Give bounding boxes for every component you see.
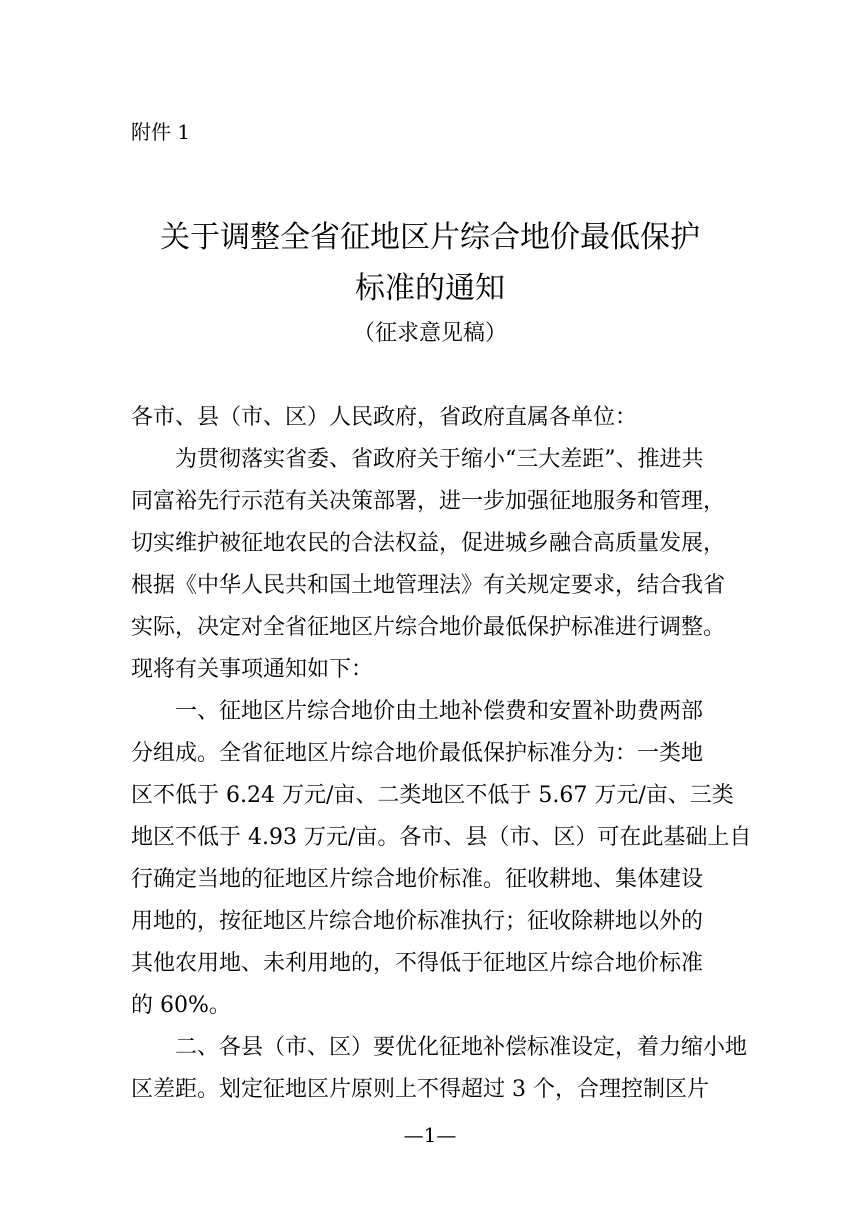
body-line: 分组成。全省征地区片综合地价最低保护标准分为：一类地 — [131, 741, 704, 766]
section-two-line: 二、各县（市、区）要优化征地补偿标准设定，着力缩小地 — [175, 1035, 748, 1060]
body-line: 区不低于 6.24 万元/亩、二类地区不低于 5.67 万元/亩、三类 — [131, 783, 734, 808]
body-line: 区差距。划定征地区片原则上不得超过 3 个，合理控制区片 — [131, 1077, 709, 1102]
body-line: 地区不低于 4.93 万元/亩。各市、县（市、区）可在此基础上自 — [131, 825, 752, 850]
body-line: 实际，决定对全省征地区片综合地价最低保护标准进行调整。 — [131, 615, 726, 640]
salutation-line: 各市、县（市、区）人民政府，省政府直属各单位： — [131, 405, 638, 430]
body-line: 切实维护被征地农民的合法权益，促进城乡融合高质量发展， — [131, 531, 726, 556]
document-title-line-1: 关于调整全省征地区片综合地价最低保护 — [160, 220, 700, 255]
page-number: —1— — [403, 1123, 457, 1147]
body-line: 其他农用地、未利用地的，不得低于征地区片综合地价标准 — [131, 951, 704, 976]
attachment-label: 附件 1 — [131, 120, 191, 144]
document-subtitle: （征求意见稿） — [352, 321, 507, 346]
body-line: 为贯彻落实省委、省政府关于缩小“三大差距”、推进共 — [175, 447, 704, 472]
body-line: 用地的，按征地区片综合地价标准执行；征收除耕地以外的 — [131, 909, 704, 934]
body-line: 根据《中华人民共和国土地管理法》有关规定要求，结合我省 — [131, 573, 726, 598]
body-line: 同富裕先行示范有关决策部署，进一步加强征地服务和管理， — [131, 489, 726, 514]
body-line: 现将有关事项通知如下： — [131, 657, 374, 682]
body-line: 行确定当地的征地区片综合地价标准。征收耕地、集体建设 — [131, 867, 704, 892]
section-one-line: 一、征地区片综合地价由土地补偿费和安置补助费两部 — [175, 699, 704, 724]
document-title-line-2: 标准的通知 — [355, 271, 505, 306]
body-line: 的 60%。 — [131, 993, 231, 1018]
